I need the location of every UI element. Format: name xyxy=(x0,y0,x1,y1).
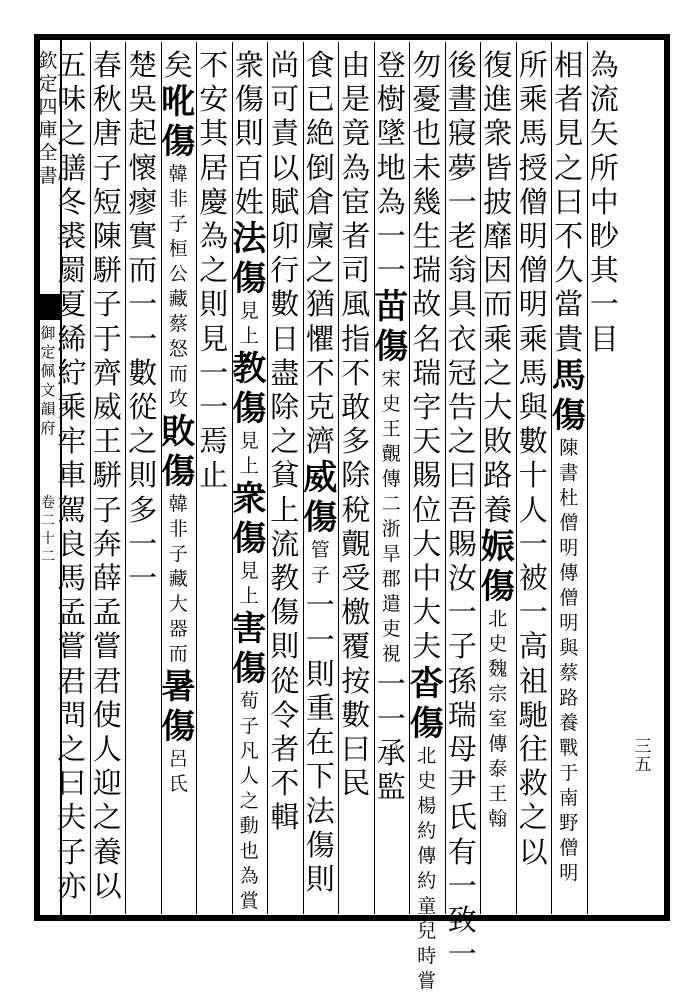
body-text: 勿憂也未幾生瑞故名瑞字天賜位大中大夫 xyxy=(412,48,442,664)
margin-volume-glyph: 卷 xyxy=(41,495,55,511)
frame-border-right xyxy=(664,34,670,921)
body-text: 一被一高祖馳往救之以 xyxy=(518,526,548,869)
entry-heading: 暑傷 xyxy=(161,667,196,748)
text-column xyxy=(443,48,481,971)
annotation-text: 宋史王覿傳二浙旱郡遣吏視 xyxy=(381,368,401,666)
entry-heading: 衆傷 xyxy=(232,479,267,560)
body-text: 春秋唐子短陳駢子于齊威王駢子奔薛孟嘗君使人迎之養以 xyxy=(92,48,122,903)
annotation-text: 韓非子藏大器而 xyxy=(168,493,188,666)
body-text: 一一則重在下法傷則 xyxy=(305,588,335,897)
annotation-text: 呂氏 xyxy=(168,748,188,796)
margin-title-glyph: 庫 xyxy=(38,119,58,141)
margin-title-glyph: 定 xyxy=(38,73,58,95)
text-column xyxy=(53,48,91,903)
margin-title-glyph: 書 xyxy=(38,165,58,187)
entry-heading: 苗傷 xyxy=(374,287,409,368)
margin-volume-glyph: 二 xyxy=(41,549,55,565)
entry-heading: 教傷 xyxy=(232,349,267,430)
entry-heading: 敗傷 xyxy=(161,412,196,493)
text-column xyxy=(337,48,375,800)
text-column xyxy=(195,48,233,493)
entry-heading: 娠傷 xyxy=(480,526,515,607)
margin-volume-glyph: 二 xyxy=(41,513,55,529)
margin-title-glyph: 四 xyxy=(38,96,58,118)
margin-book-glyph: 府 xyxy=(40,419,56,437)
body-text: 後晝寢夢一老翁具衣冠告之曰吾賜汝一子 xyxy=(447,48,477,664)
margin-book-glyph: 韻 xyxy=(40,400,56,418)
text-column xyxy=(124,48,162,595)
frame-border-top xyxy=(34,34,670,40)
body-text: 復進衆皆披靡因而乘之大敗路養 xyxy=(483,48,513,527)
text-column xyxy=(550,48,588,886)
margin-volume-glyph: 十 xyxy=(41,531,55,547)
margin-book-glyph: 佩 xyxy=(40,362,56,380)
text-column xyxy=(301,48,339,896)
margin-book-glyph: 文 xyxy=(40,381,56,399)
margin-title-glyph: 欽 xyxy=(38,50,58,72)
annotation-text: 見上 xyxy=(239,560,259,608)
text-column xyxy=(479,48,517,832)
annotation-text: 韓非子桓公藏蔡怒而攻 xyxy=(168,163,188,411)
annotation-text: 管子 xyxy=(310,539,330,587)
annotation-text: 荀子凡人之動也為賞 xyxy=(239,690,259,913)
entry-heading: 威傷 xyxy=(303,458,338,539)
entry-heading: 害傷 xyxy=(232,609,267,690)
text-column xyxy=(372,48,410,804)
annotation-text: 北史楊約傳約童兒時嘗 xyxy=(417,744,437,992)
body-text: 不安其居 xyxy=(199,48,229,185)
body-text: 為流矢所中眇其一目 xyxy=(589,48,619,356)
annotation-text: 北史魏宗室傳泰王翰 xyxy=(488,607,508,830)
body-text: 孫瑞母尹氏有一致一 xyxy=(447,663,477,972)
entry-heading: 吪傷 xyxy=(161,82,196,163)
body-text: 矣 xyxy=(163,48,193,82)
margin-title-glyph: 全 xyxy=(38,142,58,164)
margin-book-glyph: 定 xyxy=(40,343,56,361)
text-column xyxy=(159,48,197,797)
body-text: 所乘馬授僧明僧明乘馬與數十人 xyxy=(518,48,548,527)
text-column xyxy=(88,48,126,903)
annotation-text: 見上 xyxy=(239,430,259,478)
page-number: 三五 xyxy=(634,737,652,775)
text-column xyxy=(514,48,552,869)
frame-border-bottom xyxy=(34,915,670,921)
body-text: 數從之則多一一 xyxy=(128,355,158,596)
body-text: 由是竟為宦者 xyxy=(341,48,371,254)
body-text: 食已絶倒倉廩之猶懼不克濟 xyxy=(305,48,335,459)
body-text: 登樹墜地為一一 xyxy=(376,48,406,288)
body-text: 司風指不敢多除稅覿受檄覆按數曰民 xyxy=(341,253,371,801)
body-text: 衆傷則百姓 xyxy=(234,48,264,219)
text-column xyxy=(266,48,304,835)
body-text: 楚吳起懷瘳實而一一 xyxy=(128,48,158,356)
entry-heading: 馬傷 xyxy=(551,355,586,436)
annotation-text: 見上 xyxy=(239,300,259,348)
body-text: 貧上流教傷則從令者不輯 xyxy=(270,458,300,835)
body-text: 五味之膳冬裘罽夏絺紵乘牢車駕良馬孟嘗君問之曰夫子亦 xyxy=(57,48,87,903)
text-column xyxy=(408,48,446,994)
margin-book-glyph: 御 xyxy=(40,324,56,342)
text-column xyxy=(585,48,623,356)
body-text: 相者見之曰不久當貴 xyxy=(554,48,584,356)
text-column xyxy=(230,48,268,914)
body-text: 慶為之則見一一焉止 xyxy=(199,184,229,493)
annotation-text: 陳書杜僧明傳僧明與蔡路養戰于南野僧明 xyxy=(559,436,579,884)
entry-heading: 法傷 xyxy=(232,219,267,300)
body-text: 一一承監 xyxy=(376,667,406,805)
body-text: 尚可責以賦卯行數日盡除之 xyxy=(270,48,300,459)
entry-heading: 沓傷 xyxy=(409,663,444,744)
